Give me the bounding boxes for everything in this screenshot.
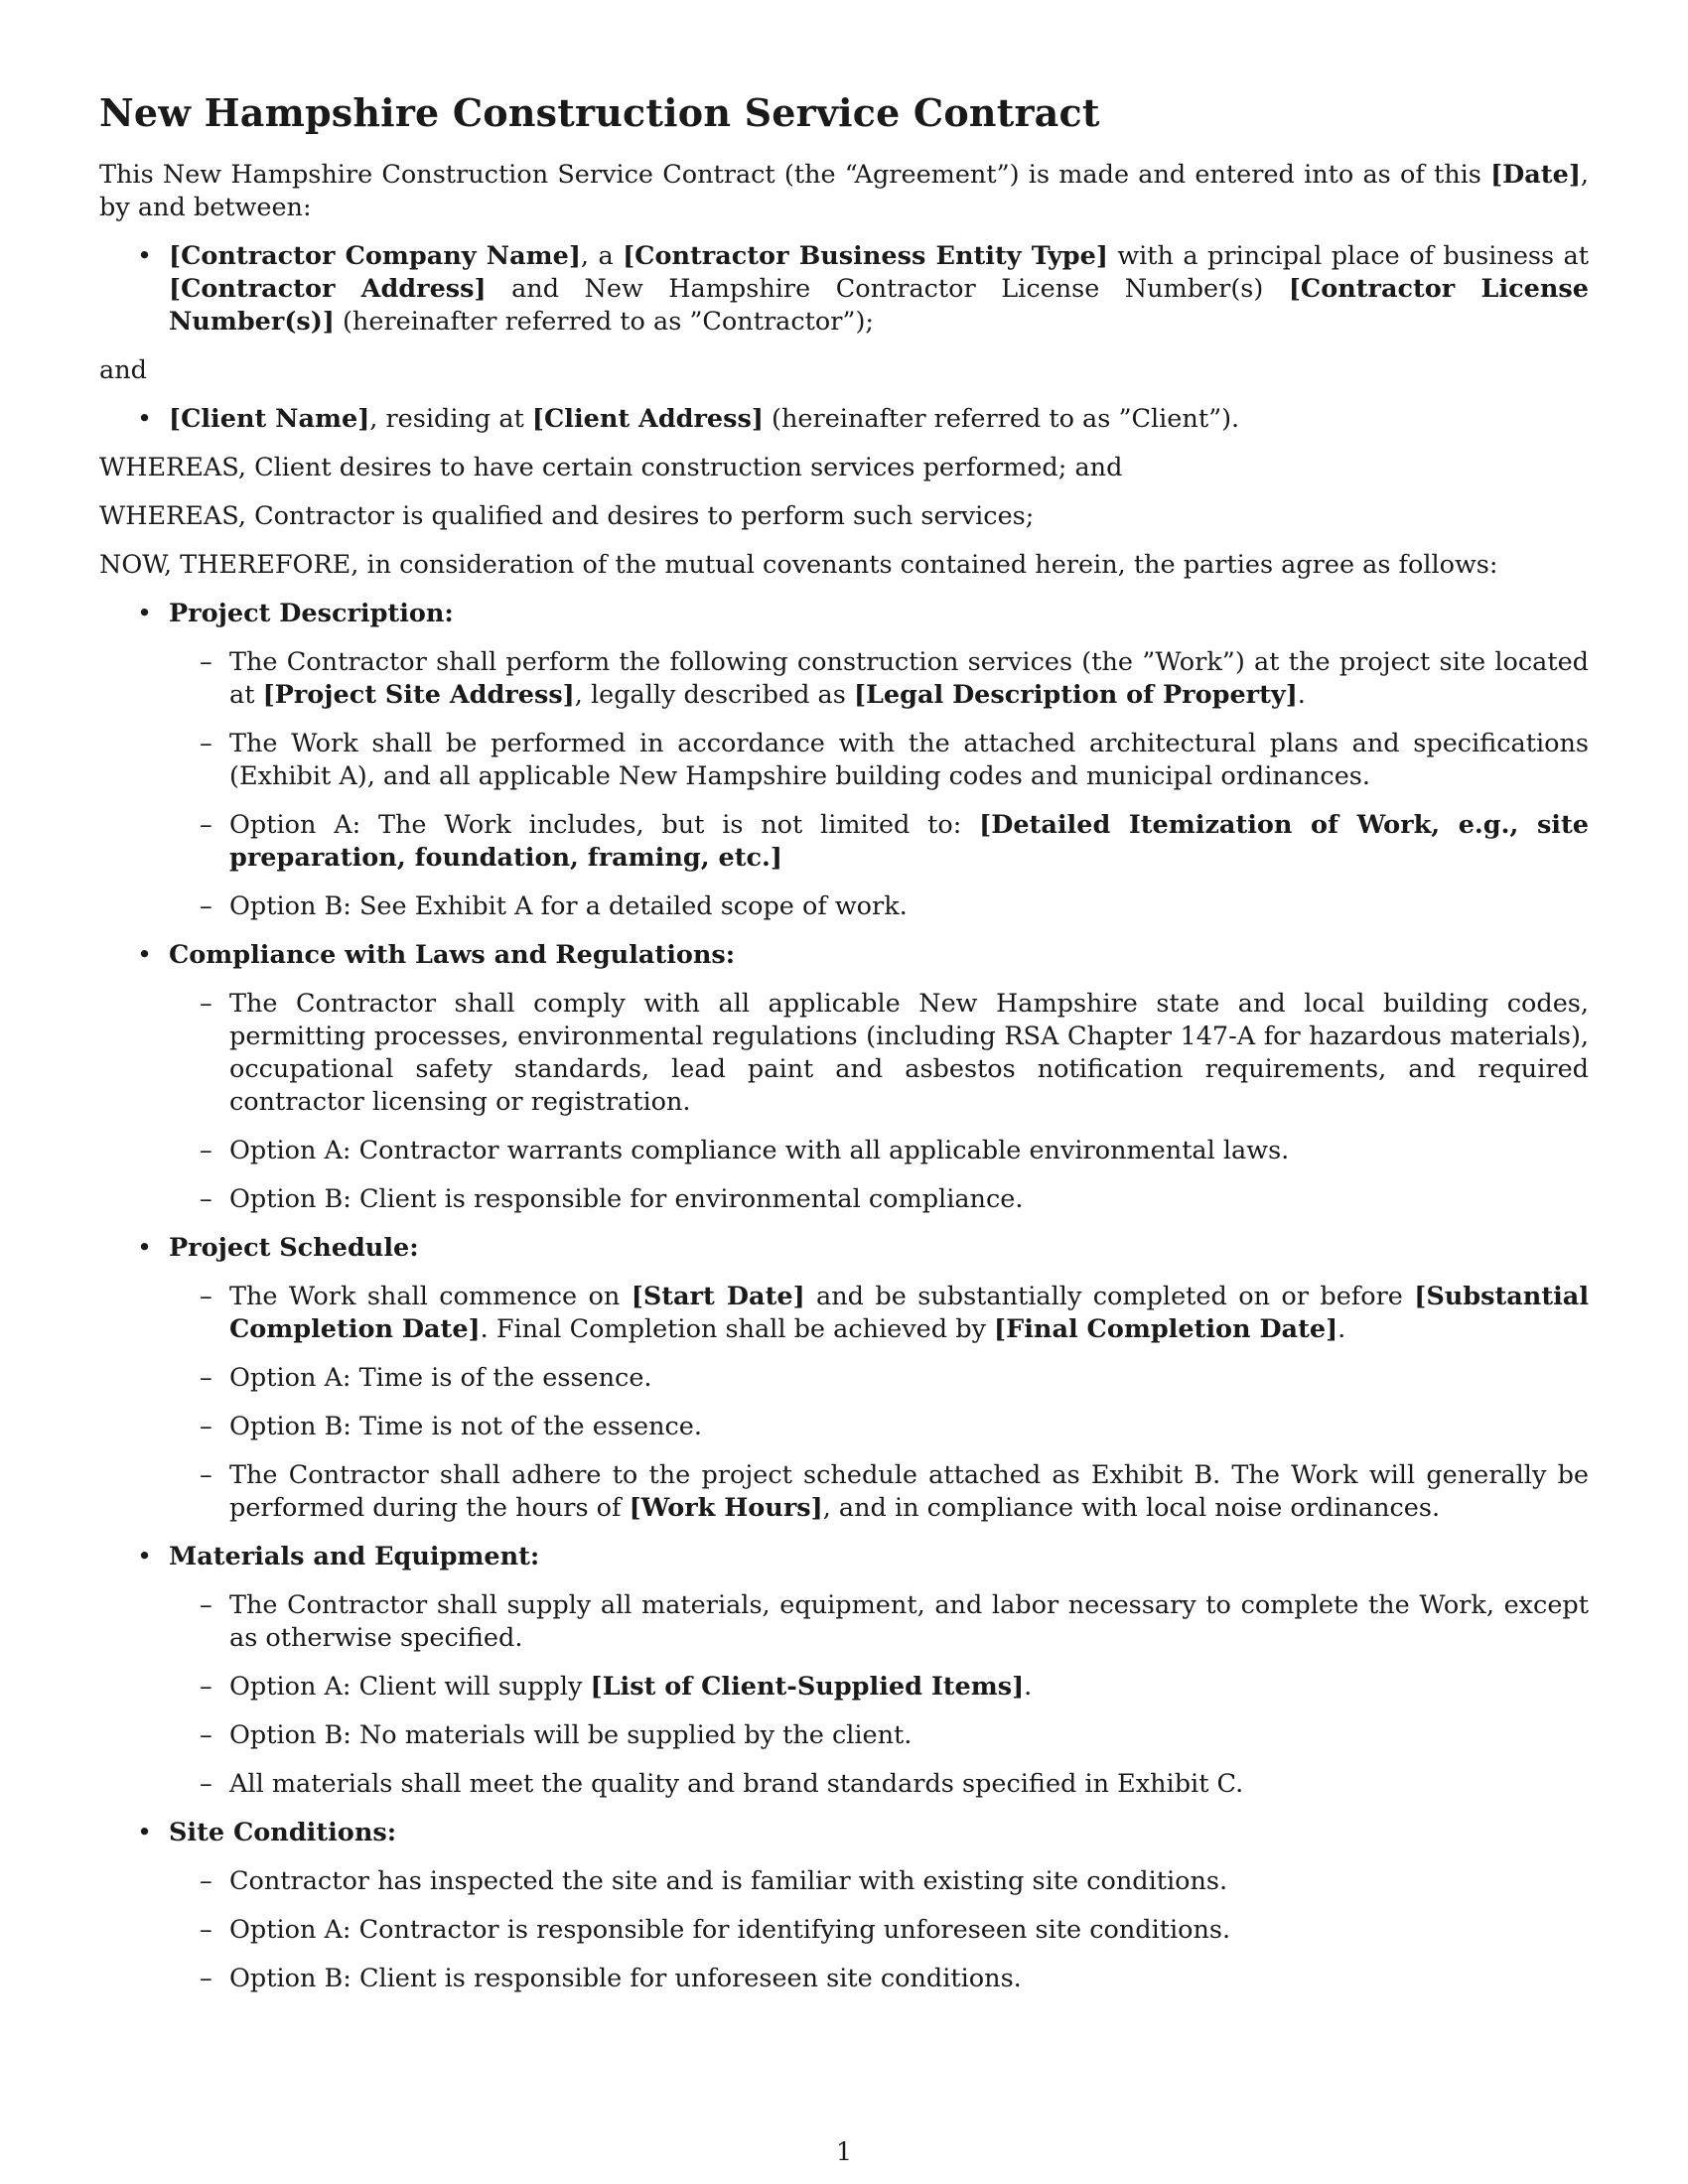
- substantial-completion-placeholder: [Substantial Completion Date]: [229, 1282, 1590, 1344]
- whereas-2: WHEREAS, Contractor is qualified and desires to perform such services;: [99, 501, 1035, 531]
- list-item: [169, 1671, 1589, 1704]
- parties-list-contractor: [99, 240, 1589, 339]
- contractor-text-1: , a: [580, 241, 624, 271]
- client-address-placeholder: [Client Address]: [531, 404, 764, 434]
- section-title: Project Description:: [169, 599, 454, 628]
- date-placeholder: [Date]: [1490, 160, 1581, 190]
- client-supplied-items-placeholder: [List of Client-Supplied Items]: [590, 1672, 1025, 1702]
- item-text: and be substantially completed on or before: [804, 1282, 1415, 1311]
- section-items: [169, 1281, 1589, 1525]
- parties-list-client: [99, 403, 1589, 436]
- legal-description-placeholder: [Legal Description of Property]: [853, 680, 1298, 710]
- contractor-license-placeholder: [Contractor License Number(s)]: [169, 274, 1590, 337]
- item-text: The Contractor shall adhere to the project schedule attached as Exhibit B. The Work will generally be performed during the hours of: [229, 1460, 1589, 1523]
- contractor-address-placeholder: [Contractor Address]: [169, 274, 487, 304]
- section-items: [169, 646, 1589, 923]
- list-item: – Contractor has inspected the site and is familiar with existing site conditions.: [169, 1865, 1589, 1898]
- contractor-party: [99, 240, 1589, 339]
- work-hours-placeholder: [Work Hours]: [629, 1493, 823, 1523]
- list-item: – Option B: Time is not of the essence.: [169, 1411, 1589, 1443]
- intro-paragraph: [99, 159, 1589, 224]
- section-project-description: [99, 598, 1589, 923]
- section-title: Compliance with Laws and Regulations:: [169, 940, 736, 970]
- item-text: .: [1024, 1672, 1033, 1702]
- start-date-placeholder: [Start Date]: [631, 1282, 805, 1311]
- document-title: New Hampshire Construction Service Contract: [99, 90, 1100, 135]
- section-compliance: [99, 939, 1589, 1216]
- client-name-placeholder: [Client Name]: [169, 404, 370, 434]
- final-completion-placeholder: [Final Completion Date]: [994, 1314, 1338, 1344]
- now-therefore: NOW, THEREFORE, in consideration of the mutual covenants contained herein, the parties agree as follows:: [99, 550, 1498, 580]
- intro-text-end: , by and between:: [99, 160, 1589, 222]
- list-item: – The Contractor shall supply all materials, equipment, and labor necessary to complete the Work, except as otherwise specified.: [169, 1589, 1589, 1655]
- item-text: The Contractor shall perform the following construction services (the ”Work”) at the project site located at: [229, 647, 1589, 710]
- section-items: [169, 1865, 1589, 1995]
- page-number: 1: [835, 2137, 853, 2167]
- item-text: .: [1337, 1314, 1346, 1344]
- list-item: – Option A: Contractor warrants compliance with all applicable environmental laws.: [169, 1135, 1589, 1167]
- list-item: – All materials shall meet the quality and brand standards specified in Exhibit C.: [169, 1768, 1589, 1801]
- list-item: – The Contractor shall comply with all applicable New Hampshire state and local building codes, permitting processes, environmental regulations (including RSA Chapter 147-A for hazardous materials), occupational safety standards, lead paint and asbestos notification requirements, and required contractor licensing or registration.: [169, 988, 1589, 1119]
- section-title: Project Schedule:: [169, 1233, 419, 1263]
- list-item: – Option A: Contractor is responsible for identifying unforeseen site conditions.: [169, 1914, 1589, 1947]
- section-project-schedule: [99, 1232, 1589, 1525]
- list-item: – Option A: Time is of the essence.: [169, 1362, 1589, 1395]
- item-text: , and in compliance with local noise ordinances.: [822, 1493, 1441, 1523]
- item-text: The Work shall commence on: [229, 1282, 632, 1311]
- list-item: – The Work shall be performed in accordance with the attached architectural plans and specifications (Exhibit A), and all applicable New Hampshire building codes and municipal ordinances.: [169, 728, 1589, 793]
- contractor-name-placeholder: [Contractor Company Name]: [169, 241, 581, 271]
- itemization-placeholder: [Detailed Itemization of Work, e.g., site preparation, foundation, framing, etc.]: [229, 810, 1589, 873]
- list-item: [169, 1459, 1589, 1525]
- contractor-entity-placeholder: [Contractor Business Entity Type]: [623, 241, 1108, 271]
- section-site-conditions: [99, 1817, 1589, 1995]
- site-address-placeholder: [Project Site Address]: [262, 680, 575, 710]
- document-page: [99, 85, 1589, 2011]
- section-items: [169, 988, 1589, 1216]
- item-text: , legally described as: [574, 680, 854, 710]
- item-text: .: [1297, 680, 1306, 710]
- contract-sections: [99, 598, 1589, 1995]
- client-party: [99, 403, 1589, 436]
- list-item: [169, 1281, 1589, 1346]
- list-item: – Option B: Client is responsible for unforeseen site conditions.: [169, 1963, 1589, 1995]
- client-text-2: (hereinafter referred to as ”Client”).: [763, 404, 1240, 434]
- list-item: – Option B: Client is responsible for environmental compliance.: [169, 1183, 1589, 1216]
- list-item: [169, 646, 1589, 712]
- section-materials: [99, 1541, 1589, 1801]
- contractor-text-3: and New Hampshire Contractor License Number(s): [486, 274, 1289, 304]
- client-text-1: , residing at: [369, 404, 532, 434]
- contractor-text-4: (hereinafter referred to as ”Contractor”);: [334, 307, 874, 337]
- list-item: [169, 809, 1589, 875]
- section-items: [169, 1589, 1589, 1801]
- item-text: Option A: The Work includes, but is not limited to:: [229, 810, 980, 840]
- section-title: Materials and Equipment:: [169, 1542, 540, 1571]
- item-text: . Final Completion shall be achieved by: [480, 1314, 995, 1344]
- list-item: – Option B: No materials will be supplied by the client.: [169, 1719, 1589, 1752]
- item-text: Option A: Client will supply: [229, 1672, 591, 1702]
- section-title: Site Conditions:: [169, 1818, 397, 1847]
- list-item: – Option B: See Exhibit A for a detailed scope of work.: [169, 890, 1589, 923]
- and-text: and: [99, 355, 147, 385]
- contractor-text-2: with a principal place of business at: [1107, 241, 1589, 271]
- intro-text: This New Hampshire Construction Service Contract (the “Agreement”) is made and entered into as of this: [99, 160, 1491, 190]
- whereas-1: WHEREAS, Client desires to have certain construction services performed; and: [99, 453, 1123, 482]
